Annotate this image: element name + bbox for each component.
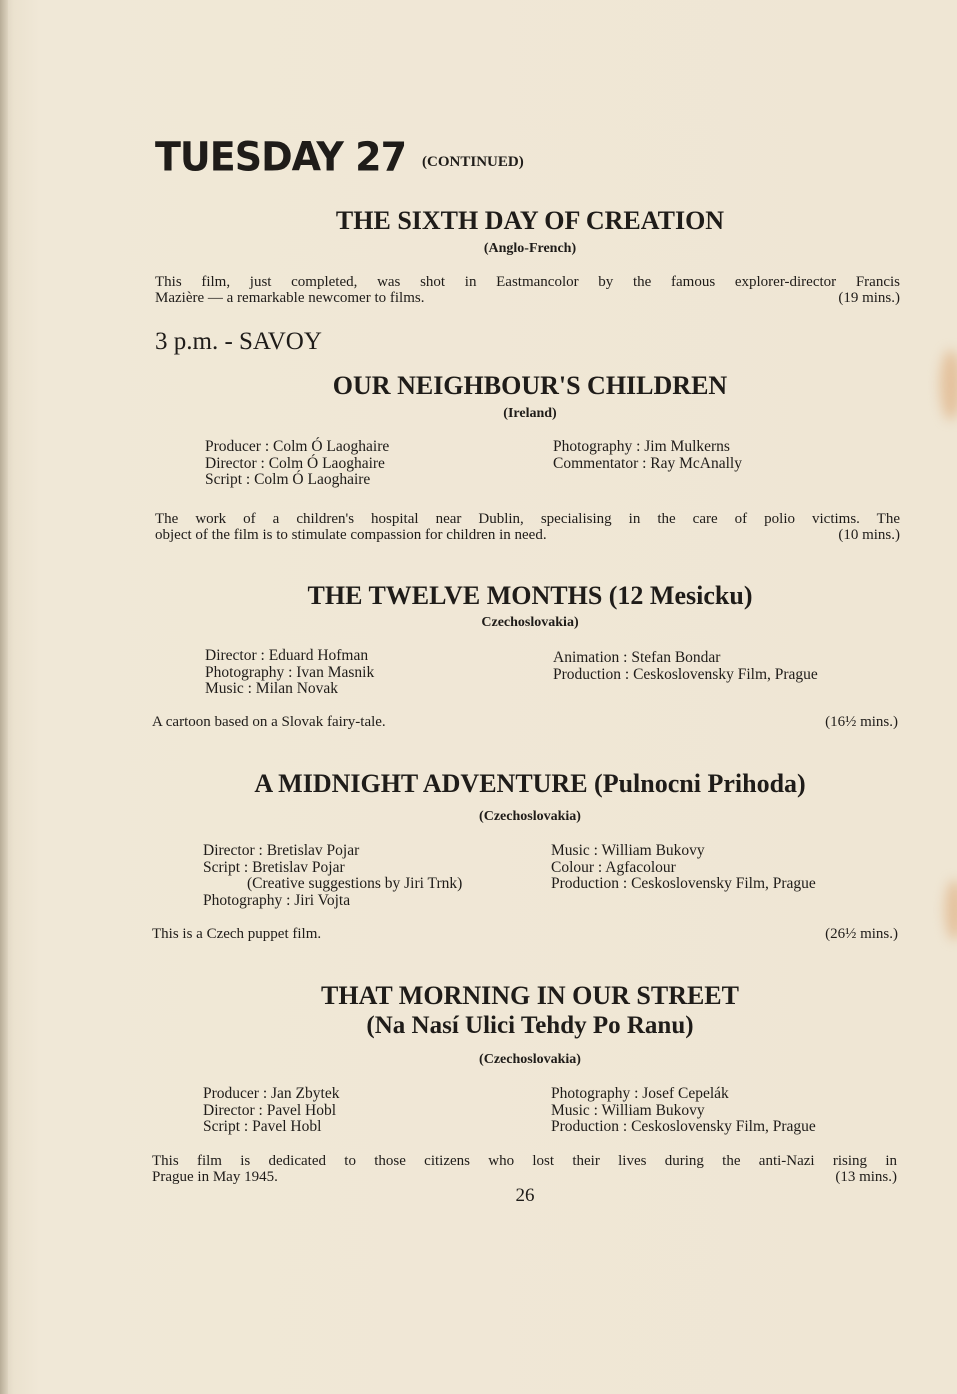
- film-description: [152, 714, 898, 731]
- description-line: Prague in May 1945.: [152, 1169, 278, 1185]
- page-spine: [0, 0, 8, 1394]
- credits-left: [205, 648, 374, 698]
- paper-stain: [945, 880, 957, 940]
- paper-stain: [940, 350, 957, 420]
- credit-line: Music : William Bukovy: [551, 1101, 705, 1119]
- film-description: [155, 274, 900, 306]
- description-line: This is a Czech puppet film.: [152, 926, 322, 942]
- credit-line: Animation : Stefan Bondar: [553, 649, 721, 666]
- credit-line: Production : Ceskoslovensky Film, Prague: [553, 665, 818, 683]
- description-last-line: [152, 1169, 897, 1185]
- description-line: A cartoon based on a Slovak fairy-tale.: [152, 714, 386, 730]
- credit-line: Photography : Jiri Vojta: [203, 891, 351, 909]
- film-description: [155, 511, 900, 543]
- credit-line: Production : Ceskoslovensky Film, Prague: [551, 875, 816, 892]
- credit-line: Script : Colm Ó Laoghaire: [205, 471, 371, 488]
- film-title-original: (Na Nasí Ulici Tehdy Po Ranu): [366, 1012, 694, 1039]
- description-last-line: [155, 290, 900, 306]
- credit-line: Director : Bretislav Pojar: [203, 842, 360, 859]
- credits-right: [551, 843, 816, 893]
- credits-left: [203, 843, 462, 909]
- continued-label: (CONTINUED): [422, 154, 524, 170]
- film-duration: (10 mins.): [838, 527, 900, 543]
- film-duration: (19 mins.): [838, 290, 900, 306]
- description-line: This film, just completed, was shot in Eastmancolor by the famous explorer-director Francis: [155, 274, 900, 290]
- credit-line: Producer : Colm Ó Laoghaire: [205, 438, 390, 455]
- credit-line: (Creative suggestions by Jiri Trnk): [247, 875, 463, 892]
- credit-line: Colour : Agfacolour: [551, 858, 676, 876]
- description-line: This film is dedicated to those citizens who lost their lives during the anti-Nazi rising in: [152, 1153, 897, 1169]
- film-country: (Czechoslovakia): [479, 1052, 581, 1067]
- credit-line: Photography : Josef Cepelák: [551, 1085, 729, 1102]
- credit-line: Music : Milan Novak: [205, 680, 339, 697]
- film-title: THAT MORNING IN OUR STREET: [321, 981, 739, 1010]
- film-duration: (26½ mins.): [825, 926, 898, 942]
- credits-right: [553, 439, 742, 472]
- credit-line: Producer : Jan Zbytek: [203, 1085, 340, 1102]
- film-duration: (16½ mins.): [825, 714, 898, 730]
- credit-line: Commentator : Ray McAnally: [553, 454, 742, 472]
- description-line: The work of a children's hospital near Dublin, specialising in the care of polio victims. The: [155, 511, 900, 527]
- credits-left: [205, 439, 389, 489]
- credit-line: Photography : Jim Mulkerns: [553, 438, 730, 455]
- film-title: THE TWELVE MONTHS (12 Mesicku): [307, 581, 753, 610]
- description-last-line: [155, 527, 900, 543]
- film-country: (Czechoslovakia): [479, 809, 581, 824]
- credit-line: Director : Eduard Hofman: [205, 647, 369, 664]
- credit-line: Director : Pavel Hobl: [203, 1101, 337, 1119]
- session-time-venue: 3 p.m. - SAVOY: [155, 328, 322, 355]
- page-number: 26: [515, 1185, 535, 1206]
- credits-right: [553, 650, 818, 683]
- film-title: THE SIXTH DAY OF CREATION: [335, 206, 725, 235]
- credit-line: Script : Bretislav Pojar: [203, 858, 345, 876]
- description-line: object of the film is to stimulate compassion for children in need.: [155, 527, 547, 543]
- description-line: Mazière — a remarkable newcomer to films.: [155, 290, 425, 306]
- credit-line: Photography : Ivan Masnik: [205, 663, 375, 681]
- film-duration: (13 mins.): [835, 1169, 897, 1185]
- credit-line: Script : Pavel Hobl: [203, 1118, 322, 1135]
- credit-line: Director : Colm Ó Laoghaire: [205, 454, 385, 472]
- film-description: [152, 1153, 897, 1185]
- film-country: (Anglo-French): [483, 241, 577, 256]
- day-title: TUESDAY 27: [155, 133, 407, 181]
- credit-line: Production : Ceskoslovensky Film, Prague: [551, 1118, 816, 1135]
- film-description: [152, 926, 898, 943]
- film-country: Czechoslovakia): [481, 615, 579, 630]
- film-country: (Ireland): [503, 406, 557, 421]
- film-title: OUR NEIGHBOUR'S CHILDREN: [332, 371, 728, 400]
- credits-right: [551, 1086, 816, 1136]
- credit-line: Music : William Bukovy: [551, 842, 705, 859]
- credits-left: [203, 1086, 339, 1136]
- day-header: [155, 135, 524, 179]
- film-title: A MIDNIGHT ADVENTURE (Pulnocni Prihoda): [254, 769, 806, 798]
